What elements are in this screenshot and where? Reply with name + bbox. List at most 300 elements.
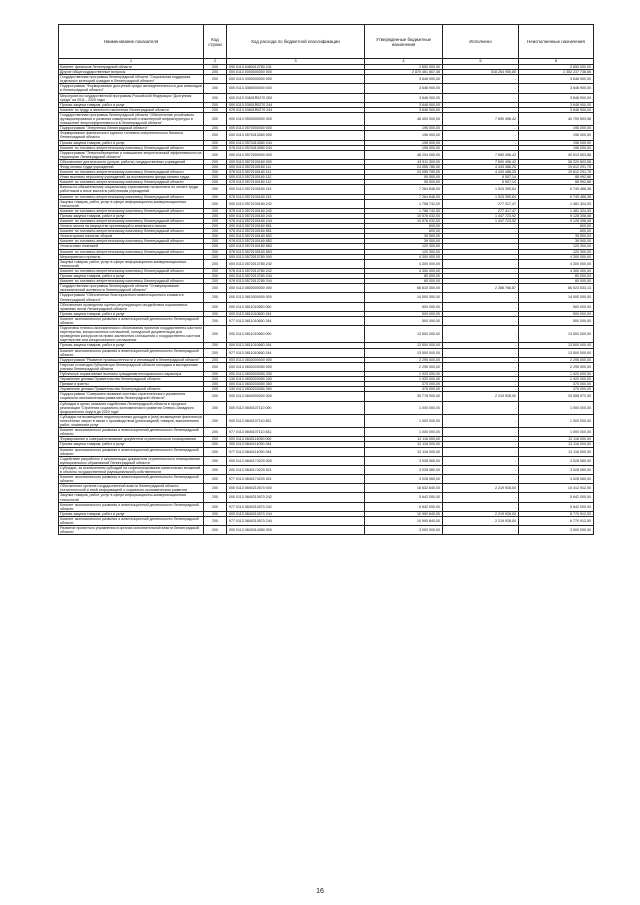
row-name: Субсидия в целях оказания содействия Ленинградской области в процессе реализации "Стратегии социально-экономического развития Северо-Западного федерального округа до 2020 года" (59, 401, 204, 414)
row-code: 200 (204, 428, 227, 437)
row-code: 200 (204, 239, 227, 244)
row-executed: - (443, 229, 519, 234)
row-approved: 68 810 300,00 (365, 284, 443, 293)
row-unexecuted: 500 000,00 (519, 311, 594, 316)
row-executed: 1 515 359,64 (443, 194, 519, 199)
table-row (59, 112, 594, 125)
row-executed: - (443, 377, 519, 382)
row-name: Комитет по топливно-энергетическому комплексу Ленинградской области (59, 194, 204, 199)
row-classification-code: 000 0113 03601R0270 000 (227, 93, 365, 102)
row-executed: - (443, 442, 519, 447)
row-unexecuted: 1 000 000,00 (519, 414, 594, 427)
table-row (59, 526, 594, 535)
column-number: 2 (204, 59, 227, 65)
row-classification-code: 000 0113 0570000000 000 (227, 126, 365, 131)
row-approved: 10 990 840,00 (365, 516, 443, 525)
row-classification-code: 978 0113 0572100160 242 (227, 208, 365, 213)
row-unexecuted: 3 028 060,00 (519, 456, 594, 465)
row-executed: - (443, 414, 519, 427)
row-name: Комитет по труду и занятости населения Ленинградской области (59, 107, 204, 112)
row-code: 200 (204, 502, 227, 511)
row-executed: 4 443 488,25 (443, 170, 519, 175)
row-executed: 277 417,47 (443, 208, 519, 213)
row-classification-code: 978 0113 0572100160 244 (227, 219, 365, 224)
row-unexecuted: 66 523 533,13 (519, 284, 594, 293)
row-classification-code: 978 0113 0572100160 112 (227, 180, 365, 185)
row-code: 200 (204, 249, 227, 254)
row-classification-code: 978 0113 0572100160 853 (227, 249, 365, 254)
header-unexecuted: Неисполненные назначения (519, 25, 594, 59)
row-classification-code: 000 0113 0811010660 000 (227, 326, 365, 343)
row-unexecuted: 1 481 324,53 (519, 208, 594, 213)
row-code: 200 (204, 414, 227, 427)
row-executed: 1 447 723,92 (443, 219, 519, 224)
row-approved: 196 000,00 (365, 131, 443, 140)
row-classification-code: 977 0113 0840107110 831 (227, 428, 365, 437)
row-code: 200 (204, 326, 227, 343)
row-code: 200 (204, 456, 227, 465)
row-classification-code: 978 0113 0572100160 851 (227, 229, 365, 234)
row-name: Подпрограмма "Обеспечение благоприятного инвестиционного климата в Ленинградской области" (59, 293, 204, 302)
row-approved: 35 778 900,00 (365, 392, 443, 401)
row-classification-code: 000 0113 0811010650 000 (227, 302, 365, 311)
row-name: Комитет по топливно-энергетическому комплексу Ленинградской области (59, 239, 204, 244)
row-approved: 13 500 000,00 (365, 326, 443, 343)
row-classification-code: 000 0113 0840000000 000 (227, 392, 365, 401)
header-approved: Утвержденные бюджетные назначения (365, 25, 443, 59)
row-name: Иные выплаты персоналу учреждений, за исключением фонда оплаты труда (59, 175, 204, 180)
row-executed: - (443, 234, 519, 239)
row-unexecuted: 39 500,00 (519, 234, 594, 239)
row-approved: 10 576 032,00 (365, 219, 443, 224)
row-classification-code: 000 0113 0840210570 000 (227, 484, 365, 493)
row-code: 200 (204, 377, 227, 382)
row-executed: - (443, 274, 519, 279)
table-row (59, 84, 594, 93)
row-executed: - (443, 311, 519, 316)
row-classification-code: 977 0113 0840210570 242 (227, 502, 365, 511)
table-row (59, 401, 594, 414)
row-name: Уплата прочих налогов, сборов (59, 234, 204, 239)
row-code: 200 (204, 268, 227, 273)
row-classification-code: 977 0113 0840114050 244 (227, 447, 365, 456)
row-name: Подпрограмма "Энергетика Ленинградской области" (59, 126, 204, 131)
row-code: 200 (204, 475, 227, 484)
row-name: Комитет по топливно-энергетическому комплексу Ленинградской области (59, 145, 204, 150)
row-unexecuted: 4 300 000,00 (519, 268, 594, 273)
row-classification-code: 000 0113 0500000000 000 (227, 112, 365, 125)
row-approved: 12 116 000,00 (365, 437, 443, 442)
row-executed: 7 690 496,42 (443, 112, 519, 125)
row-name: Прочая закупка товаров, работ и услуг (59, 343, 204, 348)
row-name: Государственная программа Ленинградской области "Социальная поддержка отдельных категорий граждан в Ленинградской области" (59, 75, 204, 84)
row-classification-code: 977 0113 0840174220 521 (227, 475, 365, 484)
table-row (59, 428, 594, 437)
row-classification-code: 000 0113 0830203050 350 (227, 382, 365, 387)
row-code: 200 (204, 102, 227, 107)
row-name: Комитет по топливно-энергетическому комплексу Ленинградской области (59, 229, 204, 234)
row-code: 200 (204, 254, 227, 259)
row-classification-code: 000 0113 0840107110 831 (227, 414, 365, 427)
table-row (59, 493, 594, 502)
table-row (59, 293, 594, 302)
row-executed: - (443, 102, 519, 107)
row-name: Комитет по топливно-энергетическому комплексу Ленинградской области (59, 208, 204, 213)
row-name: Мероприятия и проекты (59, 254, 204, 259)
row-name: Прочая закупка товаров, работ и услуг (59, 213, 204, 218)
table-row (59, 447, 594, 456)
row-unexecuted: 1 000 000,00 (519, 401, 594, 414)
row-approved: 4 300 000,00 (365, 268, 443, 273)
row-approved: 3 028 060,00 (365, 465, 443, 474)
row-code: 200 (204, 208, 227, 213)
row-code: 200 (204, 372, 227, 377)
row-unexecuted: 12 116 000,00 (519, 437, 594, 442)
row-classification-code: 130 0113 0830203050 350 (227, 387, 365, 392)
row-name: Комитет по топливно-энергетическому комплексу Ленинградской области (59, 170, 204, 175)
row-classification-code: 000 0113 0572100160 244 (227, 213, 365, 218)
row-unexecuted: 3 028 060,00 (519, 475, 594, 484)
row-code: 200 (204, 284, 227, 293)
row-name: Мероприятия государственной программы Российской Федерации "Доступная среда" на 2011 - 2020 годы (59, 93, 204, 102)
row-name: Комитет экономического развития и инвестиционной деятельности Ленинградской области (59, 316, 204, 325)
row-approved: 2 295 000,00 (365, 362, 443, 371)
row-classification-code: 000 0113 0572100160 000 (227, 159, 365, 164)
row-approved: 16 632 840,00 (365, 484, 443, 493)
row-approved: 80 000,00 (365, 279, 443, 284)
table-row (59, 199, 594, 208)
row-code: 200 (204, 343, 227, 348)
row-classification-code: 978 0113 0572100160 119 (227, 194, 365, 199)
row-code: 200 (204, 107, 227, 112)
row-executed: - (443, 224, 519, 229)
row-approved: 500 000,00 (365, 311, 443, 316)
row-name: Государственная программа Ленинградской области "Стимулирование экономической активности Ленинградской области" (59, 284, 204, 293)
row-code: 200 (204, 392, 227, 401)
table-row (59, 362, 594, 371)
row-approved: 48 400 000,00 (365, 112, 443, 125)
row-unexecuted: 3 646 900,00 (519, 84, 594, 93)
row-approved: 3 028 060,00 (365, 475, 443, 484)
row-executed: - (443, 326, 519, 343)
row-name: Комитет экономического развития и инвестиционной деятельности Ленинградской области (59, 447, 204, 456)
row-executed: - (443, 387, 519, 392)
column-number: 6 (519, 59, 594, 65)
row-executed: 2 286 766,87 (443, 284, 519, 293)
row-code: 200 (204, 185, 227, 194)
row-name: Комитет экономического развития и инвестиционной деятельности Ленинградской области (59, 502, 204, 511)
row-classification-code: 000 0113 0572100160 852 (227, 234, 365, 239)
row-unexecuted: 5 749 486,36 (519, 185, 594, 194)
row-code: 200 (204, 65, 227, 70)
row-code: 200 (204, 437, 227, 442)
table-row (59, 516, 594, 525)
row-code: 200 (204, 316, 227, 325)
row-code: 200 (204, 362, 227, 371)
table-row (59, 131, 594, 140)
row-approved: 120 300,00 (365, 244, 443, 249)
row-classification-code: 000 0113 0830000000 000 (227, 357, 365, 362)
row-executed: - (443, 447, 519, 456)
row-approved: 95 500,00 (365, 180, 443, 185)
row-classification-code: 000 0113 0300000000 000 (227, 75, 365, 84)
row-name: Подпрограмма "Развитие промышленности и инноваций в Ленинградской области" (59, 357, 204, 362)
row-executed: - (443, 239, 519, 244)
row-classification-code: 000 0113 0840210570 242 (227, 493, 365, 502)
row-unexecuted: 196 000,00 (519, 131, 594, 140)
row-code: 200 (204, 244, 227, 249)
row-executed: - (443, 131, 519, 140)
row-unexecuted: 1 920 000,00 (519, 377, 594, 382)
row-classification-code: 000 0113 0840314080 000 (227, 526, 365, 535)
row-name: Управление делами Правительства Ленинградской области (59, 387, 204, 392)
row-executed: - (443, 502, 519, 511)
row-approved: 7 264 846,00 (365, 194, 443, 199)
row-unexecuted: 40 513 503,58 (519, 150, 594, 159)
row-name: Прочая закупка товаров, работ и услуг (59, 511, 204, 516)
row-executed: - (443, 65, 519, 70)
row-unexecuted: 2 650 000,00 (519, 65, 594, 70)
row-name: Развитие проектного управления в органах исполнительной власти Ленинградской области (59, 526, 204, 535)
row-classification-code: 000 0113 0570413060 000 (227, 131, 365, 140)
table-row (59, 284, 594, 293)
row-classification-code: 977 0113 0840210570 244 (227, 516, 365, 525)
column-number: 4 (365, 59, 443, 65)
row-code: 200 (204, 93, 227, 102)
row-executed: - (443, 437, 519, 442)
row-name: Прочая закупка товаров, работ и услуг (59, 102, 204, 107)
row-classification-code: 000 0113 0572100160 111 (227, 164, 365, 169)
row-approved: 2 650 000,00 (365, 65, 443, 70)
row-approved: 12 116 000,00 (365, 447, 443, 456)
row-unexecuted: 196 000,00 (519, 126, 594, 131)
row-name: Закупка товаров, работ, услуг в сфере информационно-коммуникационных технологий (59, 259, 204, 268)
row-unexecuted: 8 770 912,00 (519, 511, 594, 516)
row-executed: 2 219 928,00 (443, 511, 519, 516)
row-classification-code: 000 0113 0572100160 851 (227, 224, 365, 229)
row-executed: - (443, 456, 519, 465)
row-executed: - (443, 428, 519, 437)
row-approved: 7 264 846,00 (365, 185, 443, 194)
row-executed: 518 264 950,80 (443, 70, 519, 75)
row-classification-code: 977 0113 0811010650 244 (227, 316, 365, 325)
row-executed: - (443, 293, 519, 302)
row-executed: - (443, 357, 519, 362)
header-executed: Исполнено (443, 25, 519, 59)
row-code: 200 (204, 70, 227, 75)
row-name: Содействие разработке и актуализации документов стратегического планирования муниципальных образований Ленинградской области (59, 456, 204, 465)
row-code: 200 (204, 126, 227, 131)
row-approved: 600,00 (365, 229, 443, 234)
row-unexecuted: 3 646 900,00 (519, 93, 594, 102)
row-approved: 10 576 032,00 (365, 213, 443, 218)
row-approved: 5 642 000,00 (365, 493, 443, 502)
row-name: Комитет по топливно-энергетическому комплексу Ленинградской области (59, 279, 204, 284)
row-name: Закупка товаров, работ, услуг в сфере информационно-коммуникационных технологий (59, 493, 204, 502)
report-page (58, 24, 593, 535)
row-executed: - (443, 244, 519, 249)
row-executed: - (443, 348, 519, 357)
row-name: Подпрограмма "Формирование доступной среды жизнедеятельности для инвалидов в Ленинградской области" (60, 84, 202, 93)
row-classification-code: 000 0113 0572100160 242 (227, 199, 365, 208)
row-executed: - (443, 259, 519, 268)
row-name: Комитет экономического развития и инвестиционной деятельности Ленинградской области (59, 516, 204, 525)
row-executed: 6 507,14 (443, 180, 519, 185)
row-classification-code: 000 0113 0572100160 119 (227, 185, 365, 194)
row-classification-code: 000 0113 03601R0270 244 (227, 102, 365, 107)
row-unexecuted: 500 000,00 (519, 316, 594, 325)
row-name: Комитет по топливно-энергетическому комплексу Ленинградской области (59, 249, 204, 254)
row-unexecuted: 600,00 (519, 229, 594, 234)
row-classification-code: 000 0113 0811010650 244 (227, 311, 365, 316)
row-name: Прочая закупка товаров, работ и услуг (59, 140, 204, 145)
row-code: 200 (204, 465, 227, 474)
row-name: Прочая закупка товаров, работ и услуг (59, 311, 204, 316)
row-approved: 5 642 000,00 (365, 502, 443, 511)
row-name: Комитет экономического развития и инвестиционной деятельности Ленинградской области (59, 428, 204, 437)
column-number: 1 (59, 59, 204, 65)
row-approved: 1 000 000,00 (365, 414, 443, 427)
row-approved: 24 055 780,00 (365, 164, 443, 169)
row-executed: 1 515 359,64 (443, 185, 519, 194)
row-executed: - (443, 401, 519, 414)
row-classification-code: 976 0113 03601R0270 244 (227, 107, 365, 112)
row-approved: 1 758 742,00 (365, 199, 443, 208)
row-classification-code: 130 0113 0830203050 330 (227, 377, 365, 382)
row-approved: 39 500,00 (365, 239, 443, 244)
row-executed: 7 690 496,42 (443, 150, 519, 159)
page-number: 16 (316, 888, 324, 895)
row-executed: - (443, 145, 519, 150)
row-approved: 196 000,00 (365, 145, 443, 150)
row-unexecuted: 33 558 972,00 (519, 392, 594, 401)
row-code: 200 (204, 170, 227, 175)
row-approved: 3 646 900,00 (365, 93, 443, 102)
row-unexecuted: 9 128 308,08 (519, 213, 594, 218)
table-row (59, 475, 594, 484)
row-classification-code: 000 0113 0572000000 000 (227, 150, 365, 159)
row-unexecuted: 13 500 000,00 (519, 326, 594, 343)
row-code: 200 (204, 274, 227, 279)
row-executed: - (443, 362, 519, 371)
table-row (59, 456, 594, 465)
row-executed: 1 447 723,92 (443, 213, 519, 218)
table-row (59, 93, 594, 102)
row-code: 200 (204, 131, 227, 140)
row-approved: 24 055 780,00 (365, 170, 443, 175)
row-classification-code: 977 0113 0811010660 244 (227, 348, 365, 357)
row-unexecuted: 500 000,00 (519, 302, 594, 311)
row-approved: 196 000,00 (365, 140, 443, 145)
row-name: Формирование и совершенствование документов стратегического планирования (59, 437, 204, 442)
row-name: Комитет экономического развития и инвестиционной деятельности Ленинградской области (59, 475, 204, 484)
row-code: 200 (204, 442, 227, 447)
row-executed: - (443, 475, 519, 484)
row-name: Комитет по топливно-энергетическому комплексу Ленинградской области (59, 219, 204, 224)
row-executed: 6 507,14 (443, 175, 519, 180)
row-unexecuted: 19 612 291,75 (519, 164, 594, 169)
row-code: 200 (204, 164, 227, 169)
row-unexecuted: 1 000 000,00 (519, 428, 594, 437)
row-code: 200 (204, 382, 227, 387)
row-code: 200 (204, 234, 227, 239)
row-executed: - (443, 268, 519, 273)
row-code: 200 (204, 159, 227, 164)
row-unexecuted: 8 770 912,00 (519, 516, 594, 525)
row-code: 200 (204, 387, 227, 392)
row-code: 200 (204, 447, 227, 456)
row-classification-code: 000 0113 0840114050 000 (227, 437, 365, 442)
row-unexecuted: 600,00 (519, 224, 594, 229)
row-unexecuted: 1 481 324,53 (519, 199, 594, 208)
row-code: 200 (204, 194, 227, 199)
row-unexecuted: 14 412 912,00 (519, 484, 594, 493)
row-unexecuted: 13 500 000,00 (519, 348, 594, 357)
row-executed: 2 219 928,00 (443, 392, 519, 401)
row-unexecuted: 120 300,00 (519, 249, 594, 254)
row-approved: 10 990 840,00 (365, 511, 443, 516)
row-executed: 4 443 488,25 (443, 164, 519, 169)
row-approved: 3 646 900,00 (365, 84, 443, 93)
row-unexecuted: 12 116 000,00 (519, 447, 594, 456)
table-row (59, 316, 594, 325)
row-classification-code: 978 0113 0572013780 242 (227, 268, 365, 273)
row-unexecuted: 4 300 000,00 (519, 259, 594, 268)
row-classification-code: 000 0113 0840174220 000 (227, 456, 365, 465)
row-name: Обеспечение органов государственной власти Ленинградской области статистической и иной информацией о социально-экономическом развитии (59, 484, 204, 493)
row-unexecuted: 88 992,86 (519, 175, 594, 180)
row-classification-code: 000 0113 0840210570 244 (227, 511, 365, 516)
row-name: Формирование фактического единого топливно-энергетического баланса Ленинградской области (59, 131, 204, 140)
row-classification-code: 000 0113 0811010660 244 (227, 343, 365, 348)
column-number: 3 (227, 59, 365, 65)
row-approved: 3 000 000,00 (365, 526, 443, 535)
row-approved: 48 204 000,00 (365, 150, 443, 159)
row-executed: 2 219 928,00 (443, 516, 519, 525)
row-approved: 196 000,00 (365, 126, 443, 131)
row-name: Комитет финансов Ленинградской области (59, 65, 204, 70)
row-code: 200 (204, 516, 227, 525)
row-unexecuted: 196 000,00 (519, 145, 594, 150)
row-unexecuted: 13 500 000,00 (519, 343, 594, 348)
row-name: Уплата иных платежей (59, 244, 204, 249)
row-name: Субсидии на возмещение недополученных доходов и (или) возмещение фактически понесенных затрат в связи с производством (реализацией) товаров, выполнением работ, оказанием услуг (60, 414, 202, 428)
row-unexecuted: 3 646 900,00 (519, 102, 594, 107)
row-unexecuted: 196 000,00 (519, 140, 594, 145)
row-approved: 3 646 900,00 (365, 107, 443, 112)
row-unexecuted: 1 920 000,00 (519, 372, 594, 377)
row-code: 200 (204, 213, 227, 218)
row-unexecuted: 14 000 000,00 (519, 293, 594, 302)
row-unexecuted: 3 646 900,00 (519, 107, 594, 112)
row-executed: 277 417,47 (443, 199, 519, 208)
row-code: 200 (204, 401, 227, 414)
row-name: Субсидии, за исключением субсидий на софинансирование капитальных вложений в объекты государственной (муниципальной) собственности (59, 465, 204, 474)
row-name: Комитет экономического развития и инвестиционной деятельности Ленинградской области (59, 348, 204, 357)
row-code: 200 (204, 511, 227, 516)
row-classification-code: 000 0113 0840114050 244 (227, 442, 365, 447)
row-classification-code: 000 0113 0570413060 244 (227, 140, 365, 145)
row-classification-code: 978 0113 0572100160 111 (227, 170, 365, 175)
row-unexecuted: 80 000,00 (519, 274, 594, 279)
row-executed: 2 219 928,00 (443, 484, 519, 493)
row-name: Подпрограмма "Энергосбережение и повышение энергетической эффективности на территории Ленинградской области" (60, 150, 202, 159)
row-unexecuted: 3 028 060,00 (519, 465, 594, 474)
row-classification-code: 000 0113 0572013780 000 (227, 254, 365, 259)
table-row (59, 465, 594, 474)
table-row (59, 326, 594, 343)
row-unexecuted: 2 295 000,00 (519, 357, 594, 362)
